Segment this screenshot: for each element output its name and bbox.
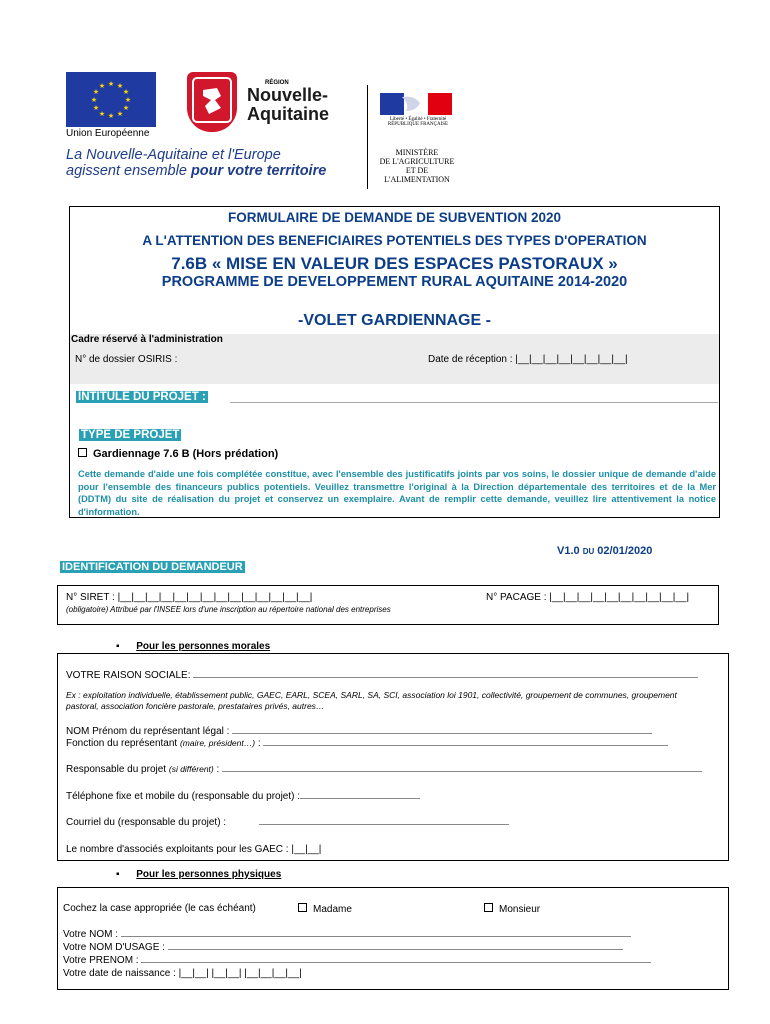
bullet-icon: ▪ (116, 641, 137, 652)
nom-usage-field[interactable] (63, 942, 623, 953)
type-projet-label: TYPE DE PROJET (81, 429, 180, 441)
pacage-field[interactable]: N° PACAGE : |__|__|__|__|__|__|__|__|__|__| (486, 592, 690, 603)
fonction-hint: (maire, président…) (179, 738, 256, 748)
form-title: FORMULAIRE DE DEMANDE DE SUBVENTION 2020 (227, 210, 562, 225)
gardiennage-checkbox[interactable] (78, 448, 87, 457)
prenom-input[interactable] (141, 962, 651, 963)
responsable-colon: : (213, 764, 220, 775)
siret-field[interactable]: N° SIRET : |__|__|__|__|__|__|__|__|__|__|__|__|__|__| (66, 592, 313, 603)
dossier-osiris-field: N° de dossier OSIRIS : (75, 354, 178, 365)
date-reception-field: Date de réception : |__|__|__|__|__|__|__|__| (428, 354, 628, 365)
fonction-colon: : (255, 738, 261, 749)
tricolor-flag-icon (380, 93, 452, 115)
ministry-line3: ET DE (405, 166, 429, 175)
representant-field[interactable] (66, 726, 652, 737)
madame-option[interactable] (298, 903, 352, 915)
courriel-input[interactable] (259, 824, 509, 825)
volet-title: -VOLET GARDIENNAGE - (298, 312, 491, 329)
courriel-field[interactable] (66, 817, 509, 828)
version-date: 02/01/2020 (594, 545, 653, 557)
region-name (247, 86, 329, 124)
associes-field[interactable]: Le nombre d'associés exploitants pour les GAEC : |__|__| (66, 844, 322, 855)
motto-text: Liberté • Égalité • Fraternité (389, 117, 447, 122)
madame-checkbox[interactable] (298, 903, 307, 912)
slogan-line2 (66, 163, 326, 179)
prenom-label: Votre PRENOM : (63, 955, 139, 966)
programme-title: PROGRAMME DE DEVELOPPEMENT RURAL AQUITAINE 2014-2020 (161, 274, 628, 290)
ministry-line2: DE L'AGRICULTURE (379, 157, 455, 166)
slogan-part-b: pour votre territoire (190, 163, 327, 179)
svg-text:★: ★ (122, 104, 130, 112)
form-subtitle: A L'ATTENTION DES BENEFICIAIRES POTENTIELS DES TYPES D'OPERATION (142, 233, 647, 248)
svg-text:★: ★ (116, 82, 124, 90)
slogan-line1: La Nouvelle-Aquitaine et l'Europe (66, 147, 281, 163)
intitule-projet-label: INTITULE DU PROJET : (78, 391, 206, 403)
operation-type: 7.6B « MISE EN VALEUR DES ESPACES PASTORAUX » (171, 254, 618, 273)
region-name-line2: Aquitaine (247, 104, 330, 124)
raison-sociale-field[interactable] (66, 670, 698, 681)
physiques-heading (116, 864, 281, 882)
republique-text: RÉPUBLIQUE FRANÇAISE (387, 122, 449, 127)
region-small-label: RÉGION (265, 80, 289, 86)
svg-text:★: ★ (116, 110, 124, 118)
identification-heading: IDENTIFICATION DU DEMANDEUR (62, 561, 243, 573)
monsieur-option[interactable] (484, 903, 540, 915)
svg-text:★: ★ (122, 88, 130, 96)
version-number: V1.0 (557, 545, 583, 557)
region-lion-logo (187, 72, 237, 132)
lion-icon (187, 72, 237, 132)
nom-usage-label: Votre NOM D'USAGE : (63, 942, 165, 953)
representant-label: NOM Prénom du représentant légal : (66, 726, 230, 737)
svg-text:★: ★ (98, 110, 106, 118)
ministry-line1: MINISTÈRE (395, 148, 439, 157)
responsable-field[interactable] (66, 764, 702, 775)
raison-sociale-input[interactable] (193, 677, 698, 678)
madame-label: Madame (313, 904, 352, 915)
gardiennage-option[interactable] (78, 448, 278, 460)
nom-label: Votre NOM : (63, 929, 119, 940)
svg-text:★: ★ (92, 88, 100, 96)
representant-input[interactable] (232, 733, 652, 734)
version-du: DU (582, 547, 595, 556)
svg-text:★: ★ (92, 104, 100, 112)
region-name-line1: Nouvelle- (247, 85, 329, 105)
monsieur-label: Monsieur (499, 904, 541, 915)
intitule-projet-input[interactable] (230, 402, 718, 403)
monsieur-checkbox[interactable] (484, 903, 493, 912)
responsable-hint: (si différent) (168, 764, 214, 774)
raison-sociale-label: VOTRE RAISON SOCIALE: (66, 670, 191, 681)
admin-title: Cadre réservé à l'administration (71, 334, 223, 345)
ministry-line4: L'ALIMENTATION (384, 175, 450, 184)
morales-frame (57, 653, 729, 861)
morales-heading (116, 636, 270, 654)
physiques-heading-text: Pour les personnes physiques (136, 869, 282, 880)
bullet-icon: ▪ (116, 869, 137, 880)
prenom-field[interactable] (63, 955, 651, 966)
svg-text:★: ★ (98, 82, 106, 90)
svg-text:★: ★ (124, 96, 132, 104)
naissance-field[interactable]: Votre date de naissance : |__|__| |__|__| |__|__|__|__| (63, 968, 302, 979)
nom-usage-input[interactable] (168, 949, 623, 950)
eu-flag-logo (66, 72, 156, 127)
morales-heading-text: Pour les personnes morales (136, 641, 271, 652)
fonction-label: Fonction du représentant (66, 738, 180, 749)
version-label (557, 545, 652, 557)
eu-label: Union Européenne (66, 128, 150, 139)
fonction-field[interactable] (66, 738, 668, 749)
telephone-input[interactable] (300, 798, 420, 799)
gardiennage-label: Gardiennage 7.6 B (Hors prédation) (93, 448, 279, 460)
siret-note: (obligatoire) Attribué par l'INSEE lors d'une inscription au répertoire national des entreprises (66, 605, 391, 614)
svg-text:★: ★ (90, 96, 98, 104)
svg-text:★: ★ (107, 112, 115, 120)
ministry-name (372, 148, 462, 184)
responsable-label: Responsable du projet (66, 764, 169, 775)
raison-sociale-example: Ex : exploitation individuelle, établissement public, GAEC, EARL, SCEA, SARL, SA, SCI, association loi 1901, collectivité, groupement de communes, groupement pastoral, association foncière pastorale, prestataires privés, autres… (66, 690, 677, 711)
telephone-field[interactable] (66, 791, 420, 802)
nom-field[interactable] (63, 929, 631, 940)
civilite-label: Cochez la case appropriée (le cas échéant) (63, 903, 256, 914)
nom-input[interactable] (121, 936, 631, 937)
instructions-paragraph: Cette demande d'aide une fois complétée constitue, avec l'ensemble des justificatifs joints par vos soins, le dossier unique de demande d'aide pour l'ensemble des financeurs publics potentiels. Veuillez transmettre l'original à la Direction départementale des territoires et de la Mer (DDTM) du site de réalisation du projet et conservez un exemplaire. Avant de remplir cette demande, veuillez lire attentivement la notice d'information. (78, 469, 716, 517)
eu-stars-icon (66, 72, 156, 127)
telephone-label: Téléphone fixe et mobile du (responsable du projet) : (66, 791, 301, 802)
fonction-input[interactable] (263, 745, 668, 746)
responsable-input[interactable] (222, 771, 702, 772)
ministry-motto (374, 117, 462, 127)
marianne-logo (380, 93, 452, 115)
courriel-label: Courriel du (responsable du projet) : (66, 817, 227, 828)
slogan-part-a: agissent ensemble (66, 163, 191, 179)
svg-text:★: ★ (107, 80, 115, 88)
